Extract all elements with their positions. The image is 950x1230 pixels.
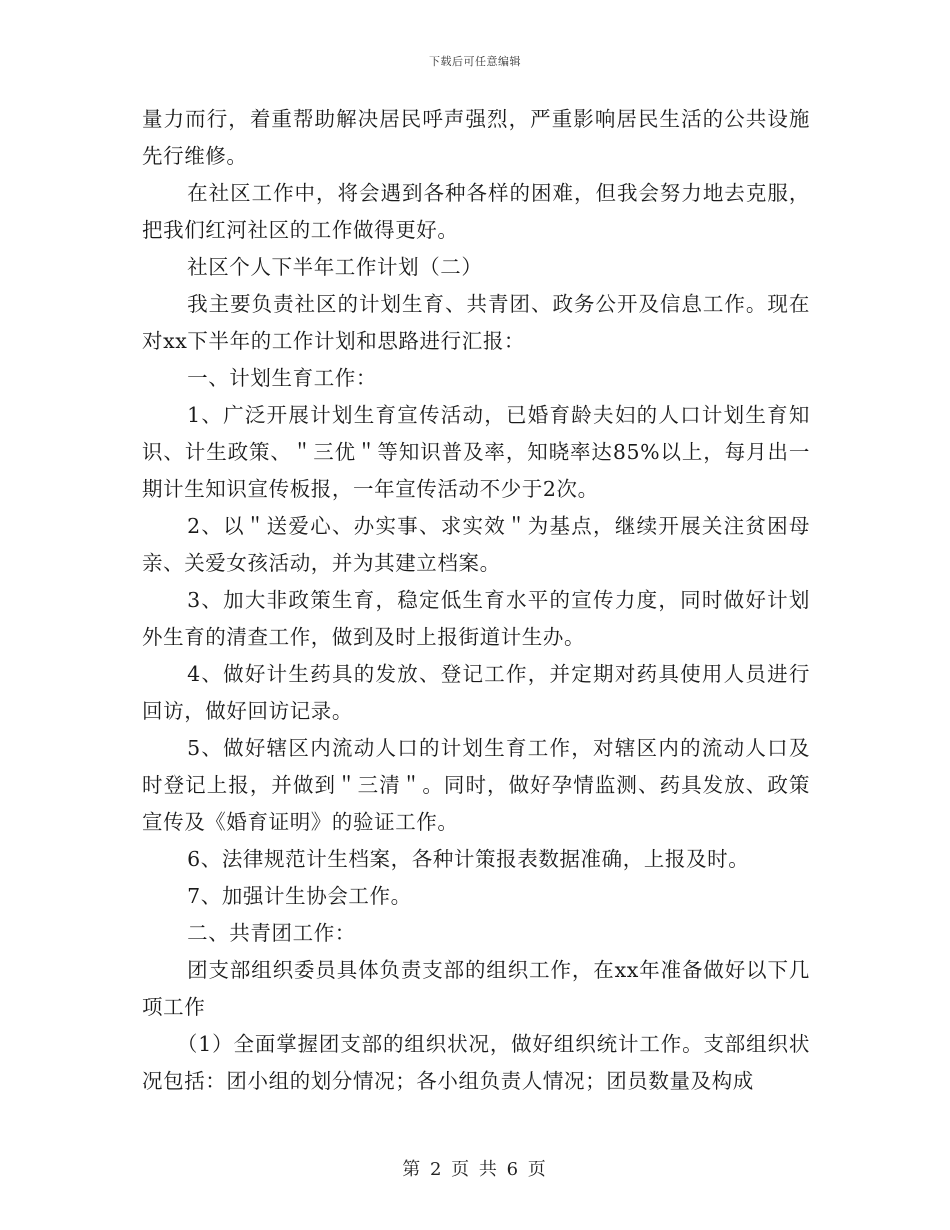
header-note: 下载后可任意编辑 bbox=[429, 55, 521, 68]
paragraph: 我主要负责社区的计划生育、共青团、政务公开及信息工作。现在对xx下半年的工作计划和思路进行汇报： bbox=[142, 292, 810, 353]
list-item: 4、做好计生药具的发放、登记工作，并定期对药具使用人员进行回访，做好回访记录。 bbox=[142, 662, 810, 723]
list-item: 2、以＂送爱心、办实事、求实效＂为基点，继续开展关注贫困母亲、关爱女孩活动，并为其建立档案。 bbox=[142, 514, 810, 575]
paragraph: 团支部组织委员具体负责支部的组织工作，在xx年准备做好以下几项工作 bbox=[142, 958, 810, 1019]
section-title: 社区个人下半年工作计划（二） bbox=[187, 255, 483, 279]
list-item: 1、广泛开展计划生育宣传活动，已婚育龄夫妇的人口计划生育知识、计生政策、＂三优＂等知识普及率，知晓率达85%以上，每月出一期计生知识宣传板报，一年宣传活动不少于2次。 bbox=[142, 403, 810, 501]
list-item: 3、加大非政策生育，稳定低生育水平的宣传力度，同时做好计划外生育的清查工作，做到及时上报街道计生办。 bbox=[142, 588, 810, 649]
list-item: （1）全面掌握团支部的组织状况，做好组织统计工作。支部组织状况包括：团小组的划分情况；各小组负责人情况；团员数量及构成 bbox=[142, 1032, 810, 1093]
page-number: 第 2 页 共 6 页 bbox=[402, 1159, 548, 1180]
paragraph-continuation: 量力而行，着重帮助解决居民呼声强烈，严重影响居民生活的公共设施先行维修。 bbox=[142, 107, 810, 168]
list-item: 7、加强计生协会工作。 bbox=[187, 884, 412, 908]
heading-family-planning: 一、计划生育工作： bbox=[187, 366, 377, 390]
list-item: 5、做好辖区内流动人口的计划生育工作，对辖区内的流动人口及时登记上报，并做到＂三清＂。同时，做好孕情监测、药具发放、政策宣传及《婚育证明》的验证工作。 bbox=[142, 736, 810, 834]
document-body bbox=[142, 101, 810, 1100]
heading-youth-league: 二、共青团工作： bbox=[187, 921, 356, 945]
list-item: 6、法律规范计生档案，各种计策报表数据准确，上报及时。 bbox=[187, 847, 750, 871]
paragraph: 在社区工作中，将会遇到各种各样的困难，但我会努力地去克服，把我们红河社区的工作做得更好。 bbox=[142, 181, 810, 242]
